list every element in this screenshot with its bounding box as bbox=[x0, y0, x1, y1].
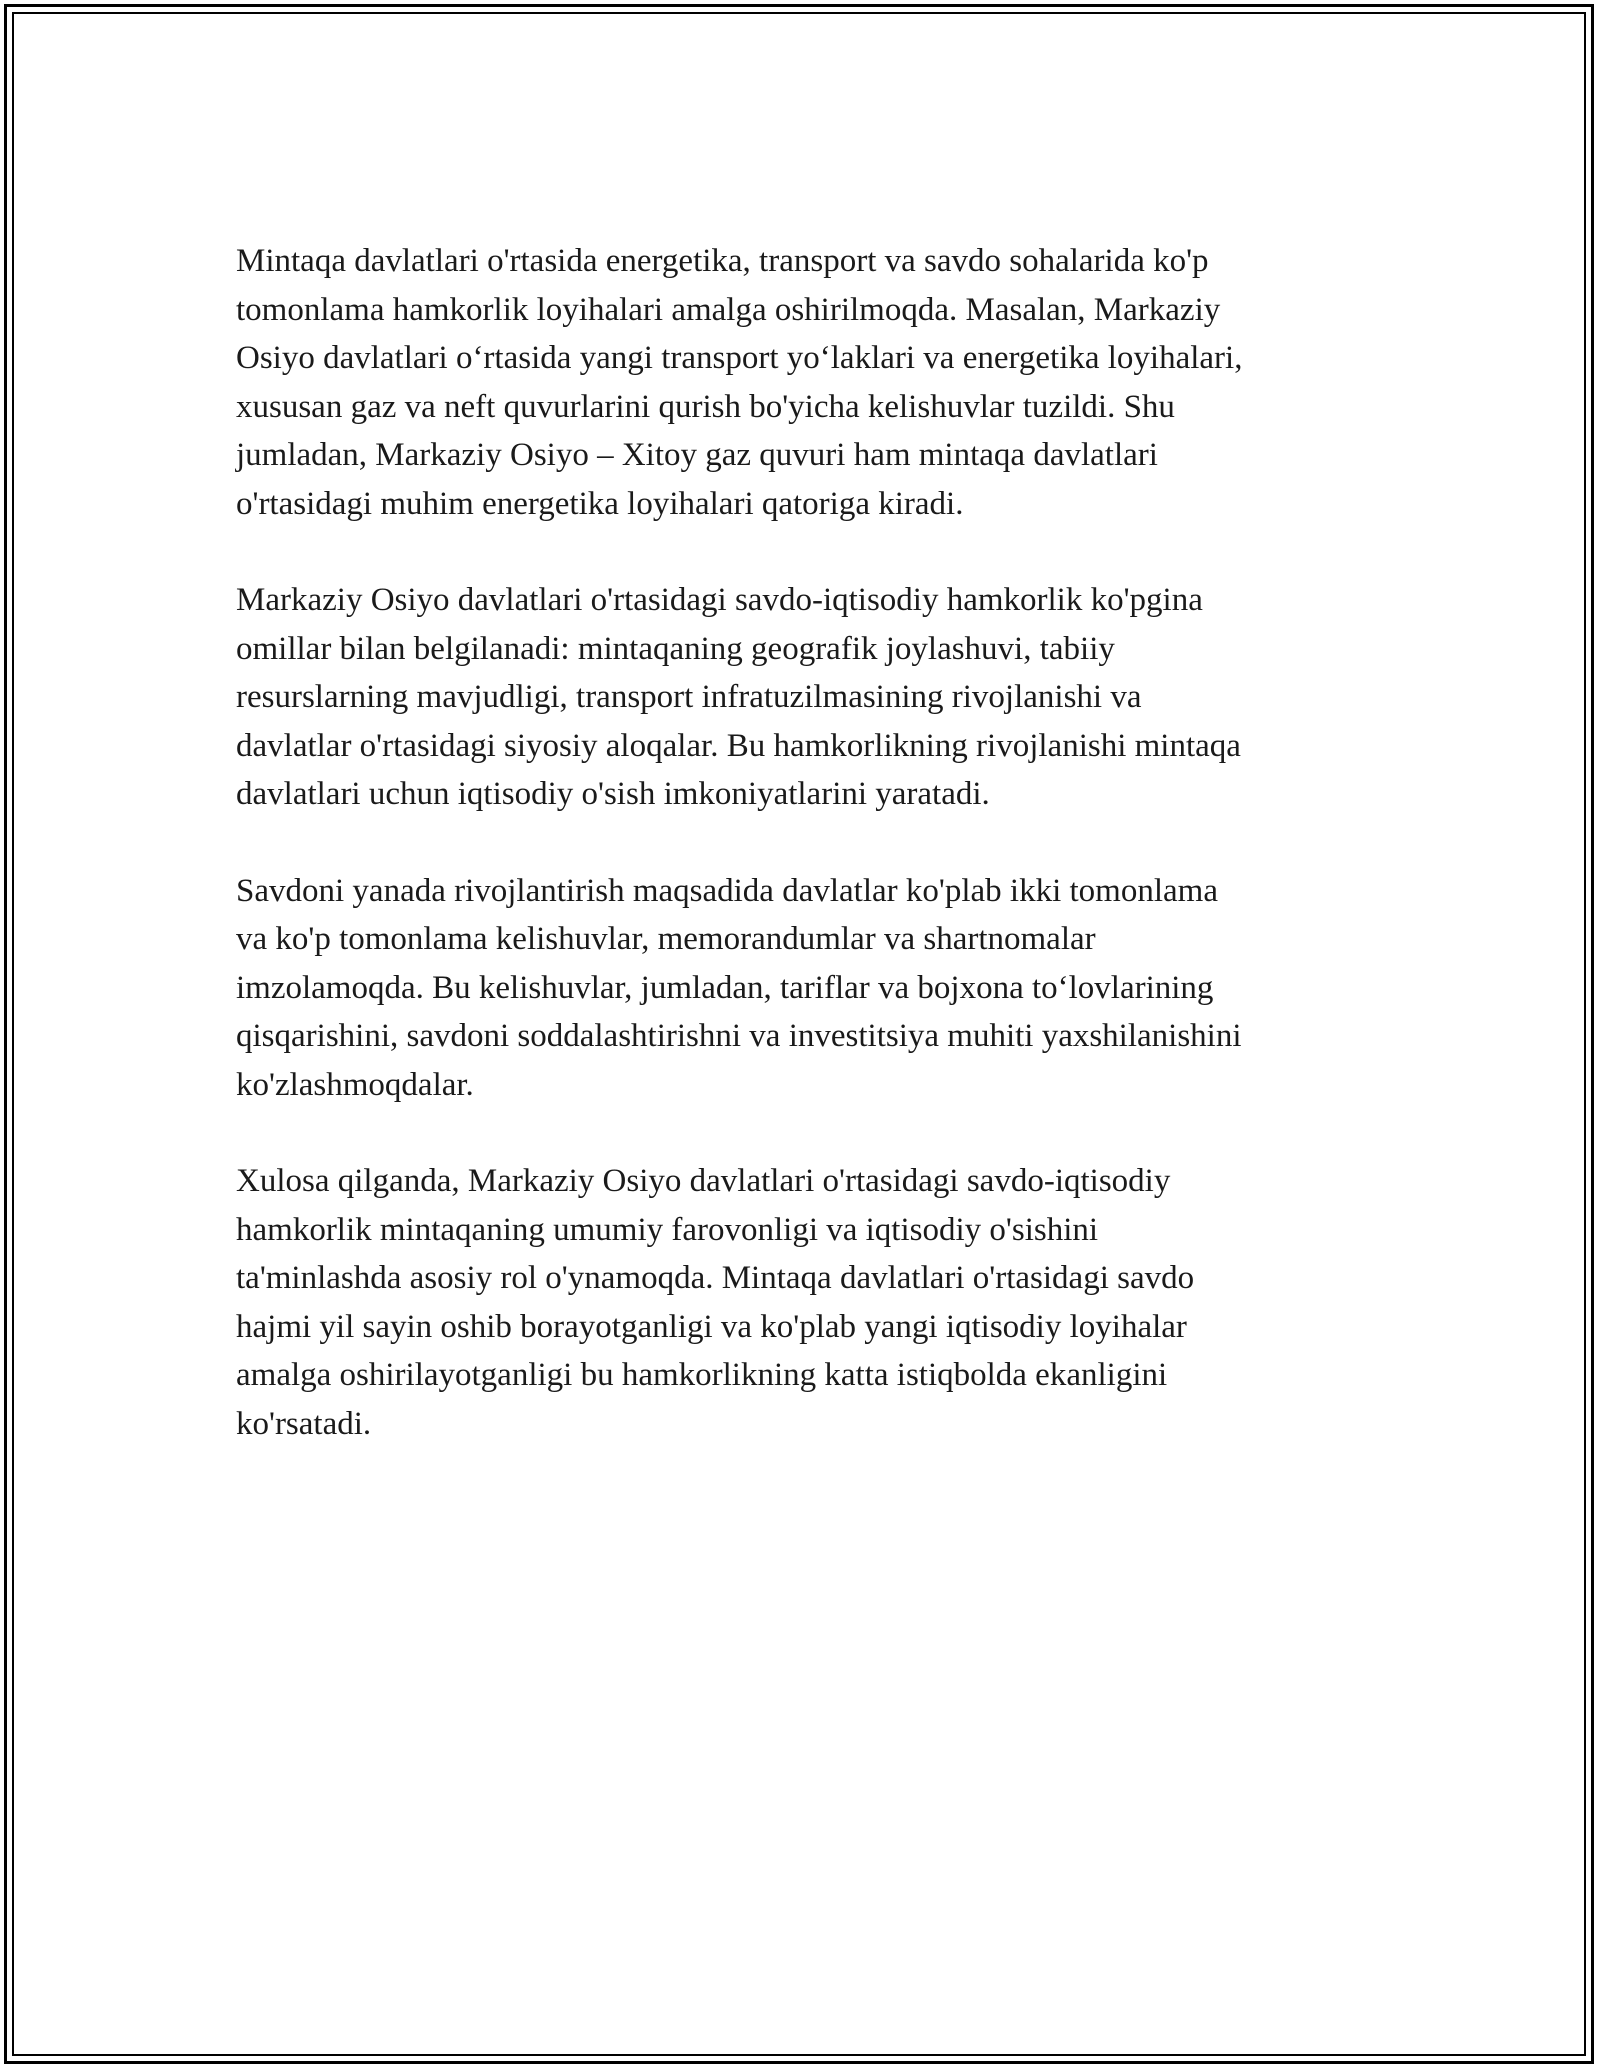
paragraph-agreements: Savdoni yanada rivojlantirish maqsadida davlatlar ko'plab ikki tomonlama va ko'p tomonlama kelishuvlar, memorandumlar va shartnomalar imzolamoqda. Bu kelishuvlar, jumladan, tariflar va bojxona to‘lovlarining qisqarishini, savdoni soddalashtirishni va investitsiya muhiti yaxshilanishini ko'zlashmoqdalar. bbox=[236, 872, 1242, 1103]
paragraph-conclusion: Xulosa qilganda, Markaziy Osiyo davlatlari o'rtasidagi savdo-iqtisodiy hamkorlik mintaqaning umumiy farovonligi va iqtisodiy o'sishini ta'minlashda asosiy rol o'ynamoqda. Mintaqa davlatlari o'rtasidagi savdo hajmi yil sayin oshib borayotganligi va ko'plab yangi iqtisodiy loyihalar amalga oshirilayotganligi bu hamkorlikning katta istiqbolda ekanligini ko'rsatadi. bbox=[236, 1163, 1195, 1442]
paragraph-energy-transport: Mintaqa davlatlari o'rtasida energetika, transport va savdo sohalarida ko'p tomonlama hamkorlik loyihalari amalga oshirilmoqda. Masalan, Markaziy Osiyo davlatlari o‘rtasida yangi transport yo‘laklari va energetika loyihalari, xususan gaz va neft quvurlarini qurish bo'yicha kelishuvlar tuzildi. Shu jumladan, Markaziy Osiyo – Xitoy gaz quvuri ham mintaqa davlatlari o'rtasidagi muhim energetika loyihalari qatoriga kiradi. bbox=[236, 243, 1243, 522]
document-body bbox=[236, 237, 1366, 1496]
paragraph-trade-factors: Markaziy Osiyo davlatlari o'rtasidagi savdo-iqtisodiy hamkorlik ko'pgina omillar bilan belgilanadi: mintaqaning geografik joylashuvi, tabiiy resurslarning mavjudligi, transport infratuzilmasining rivojlanishi va davlatlar o'rtasidagi siyosiy aloqalar. Bu hamkorlikning rivojlanishi mintaqa davlatlari uchun iqtisodiy o'sish imkoniyatlarini yaratadi. bbox=[236, 582, 1241, 812]
